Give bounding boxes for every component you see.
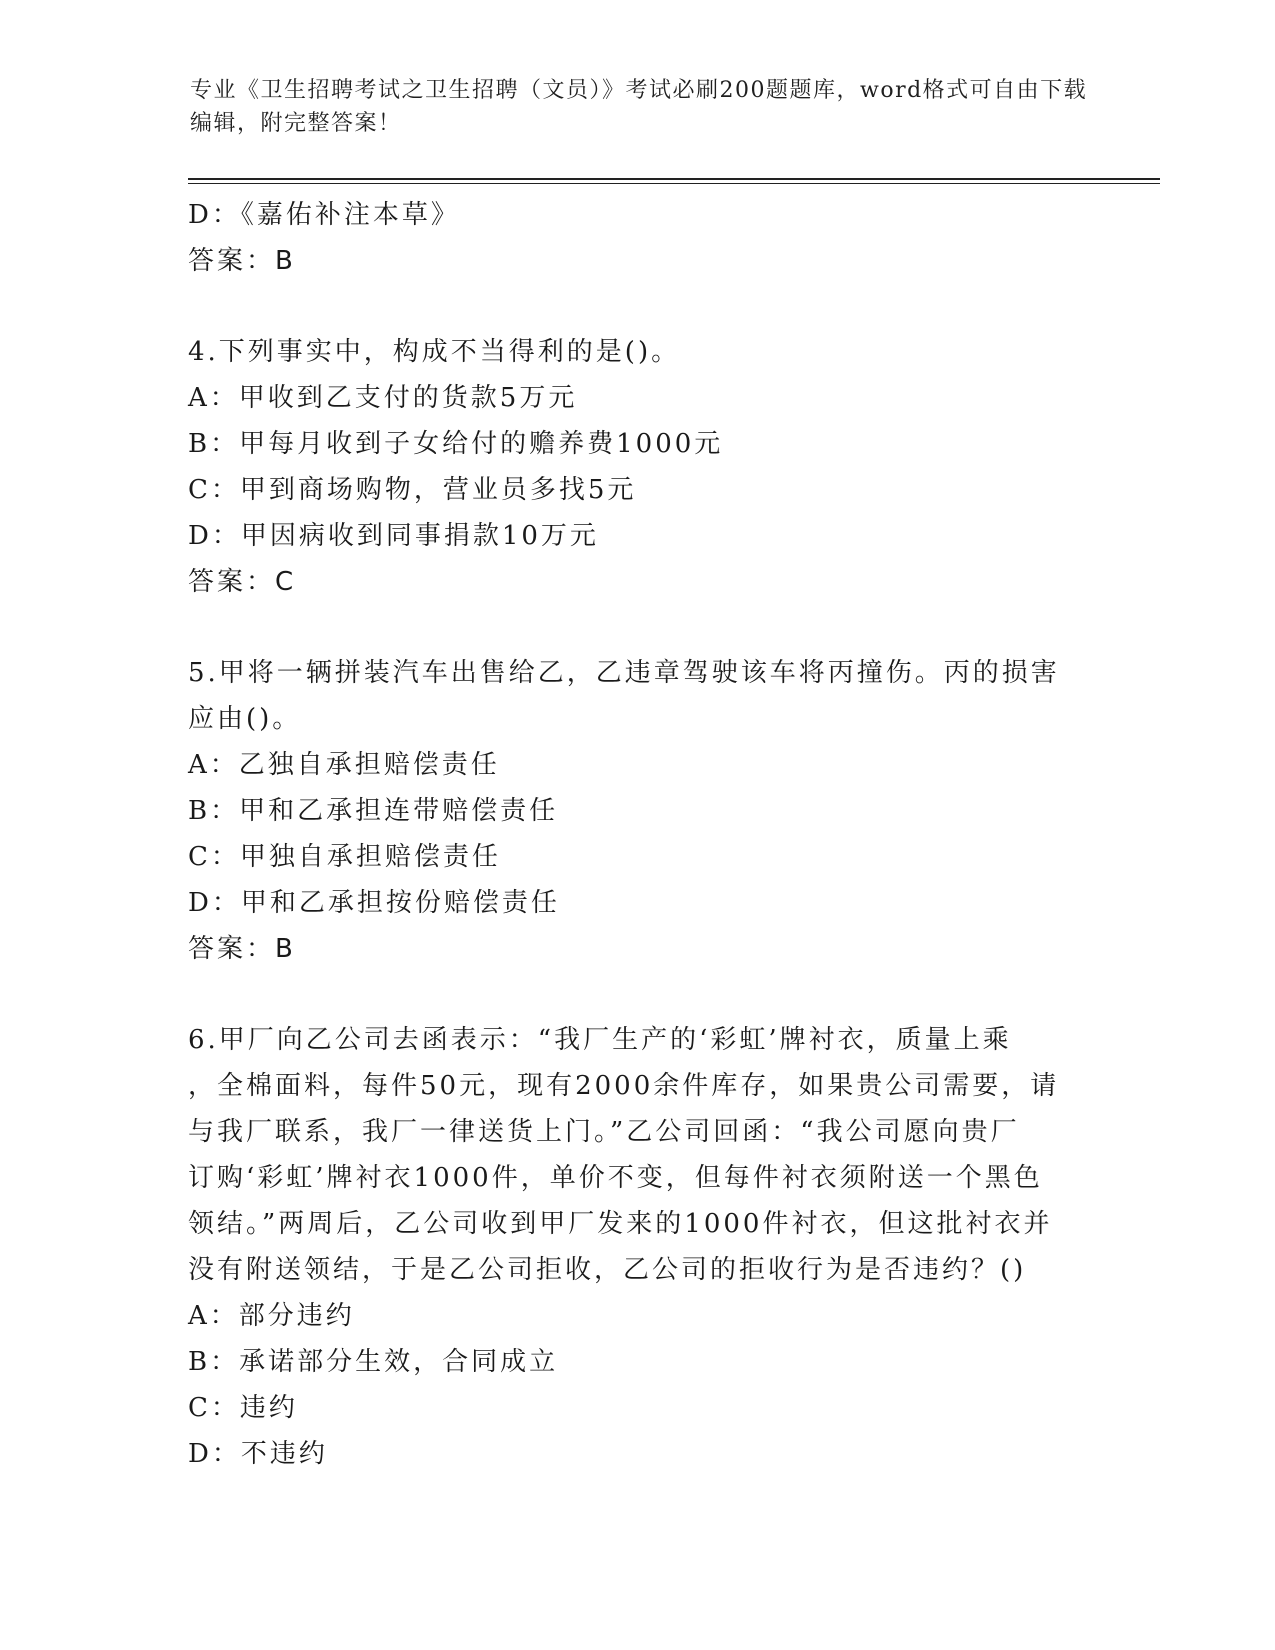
option-c: C：甲独自承担赔偿责任 xyxy=(188,842,501,872)
question-stem-line: 6.甲厂向乙公司去函表示：“我厂生产的‘彩虹’牌衬衣，质量上乘 xyxy=(188,1025,1012,1055)
option-a: A：部分违约 xyxy=(188,1301,355,1331)
question-stem-line: 订购‘彩虹’牌衬衣1000件，单价不变，但每件衬衣须附送一个黑色 xyxy=(188,1163,1043,1193)
option-b: B：甲和乙承担连带赔偿责任 xyxy=(188,796,559,826)
option-d: D：不违约 xyxy=(188,1439,328,1469)
option-d: D：甲和乙承担按份赔偿责任 xyxy=(188,888,560,918)
answer-line: 答案：B xyxy=(188,246,296,276)
question-stem: 4.下列事实中，构成不当得利的是()。 xyxy=(188,337,681,367)
question-stem-line: 领结。”两周后，乙公司收到甲厂发来的1000件衬衣，但这批衬衣并 xyxy=(188,1209,1053,1239)
option-d: D：甲因病收到同事捐款10万元 xyxy=(188,521,599,551)
header-divider-thick xyxy=(188,178,1160,180)
option-d: D：《嘉佑补注本草》 xyxy=(188,200,460,230)
question-stem-line: 与我厂联系，我厂一律送货上门。”乙公司回函：“我公司愿向贵厂 xyxy=(188,1117,1020,1147)
option-b: B：承诺部分生效，合同成立 xyxy=(188,1347,559,1377)
header-divider-thin xyxy=(188,183,1160,184)
option-b: B：甲每月收到子女给付的赡养费1000元 xyxy=(188,429,724,459)
option-c: C：甲到商场购物，营业员多找5元 xyxy=(188,475,637,505)
answer-line: 答案：C xyxy=(188,567,297,597)
spacer xyxy=(188,972,1088,1017)
question-5 xyxy=(188,650,1088,972)
question-stem-line: 没有附送领结，于是乙公司拒收，乙公司的拒收行为是否违约？() xyxy=(188,1255,1027,1285)
answer-line: 答案：B xyxy=(188,934,296,964)
question-content xyxy=(188,192,1088,1477)
document-header: 专业《卫生招聘考试之卫生招聘（文员）》考试必刷200题题库，word格式可自由下载编辑，附完整答案！ xyxy=(190,78,1088,136)
option-a: A：乙独自承担赔偿责任 xyxy=(188,750,500,780)
prev-question-tail xyxy=(188,192,1088,284)
spacer xyxy=(188,605,1088,650)
question-stem-line: 应由()。 xyxy=(188,704,302,734)
question-4 xyxy=(188,329,1088,605)
spacer xyxy=(188,284,1088,329)
option-a: A：甲收到乙支付的货款5万元 xyxy=(188,383,578,413)
question-6 xyxy=(188,1017,1088,1477)
question-stem-line: 5.甲将一辆拼装汽车出售给乙，乙违章驾驶该车将丙撞伤。丙的损害 xyxy=(188,658,1060,688)
question-stem-line: ，全棉面料，每件50元，现有2000余件库存，如果贵公司需要，请 xyxy=(188,1071,1060,1101)
option-c: C：违约 xyxy=(188,1393,298,1423)
